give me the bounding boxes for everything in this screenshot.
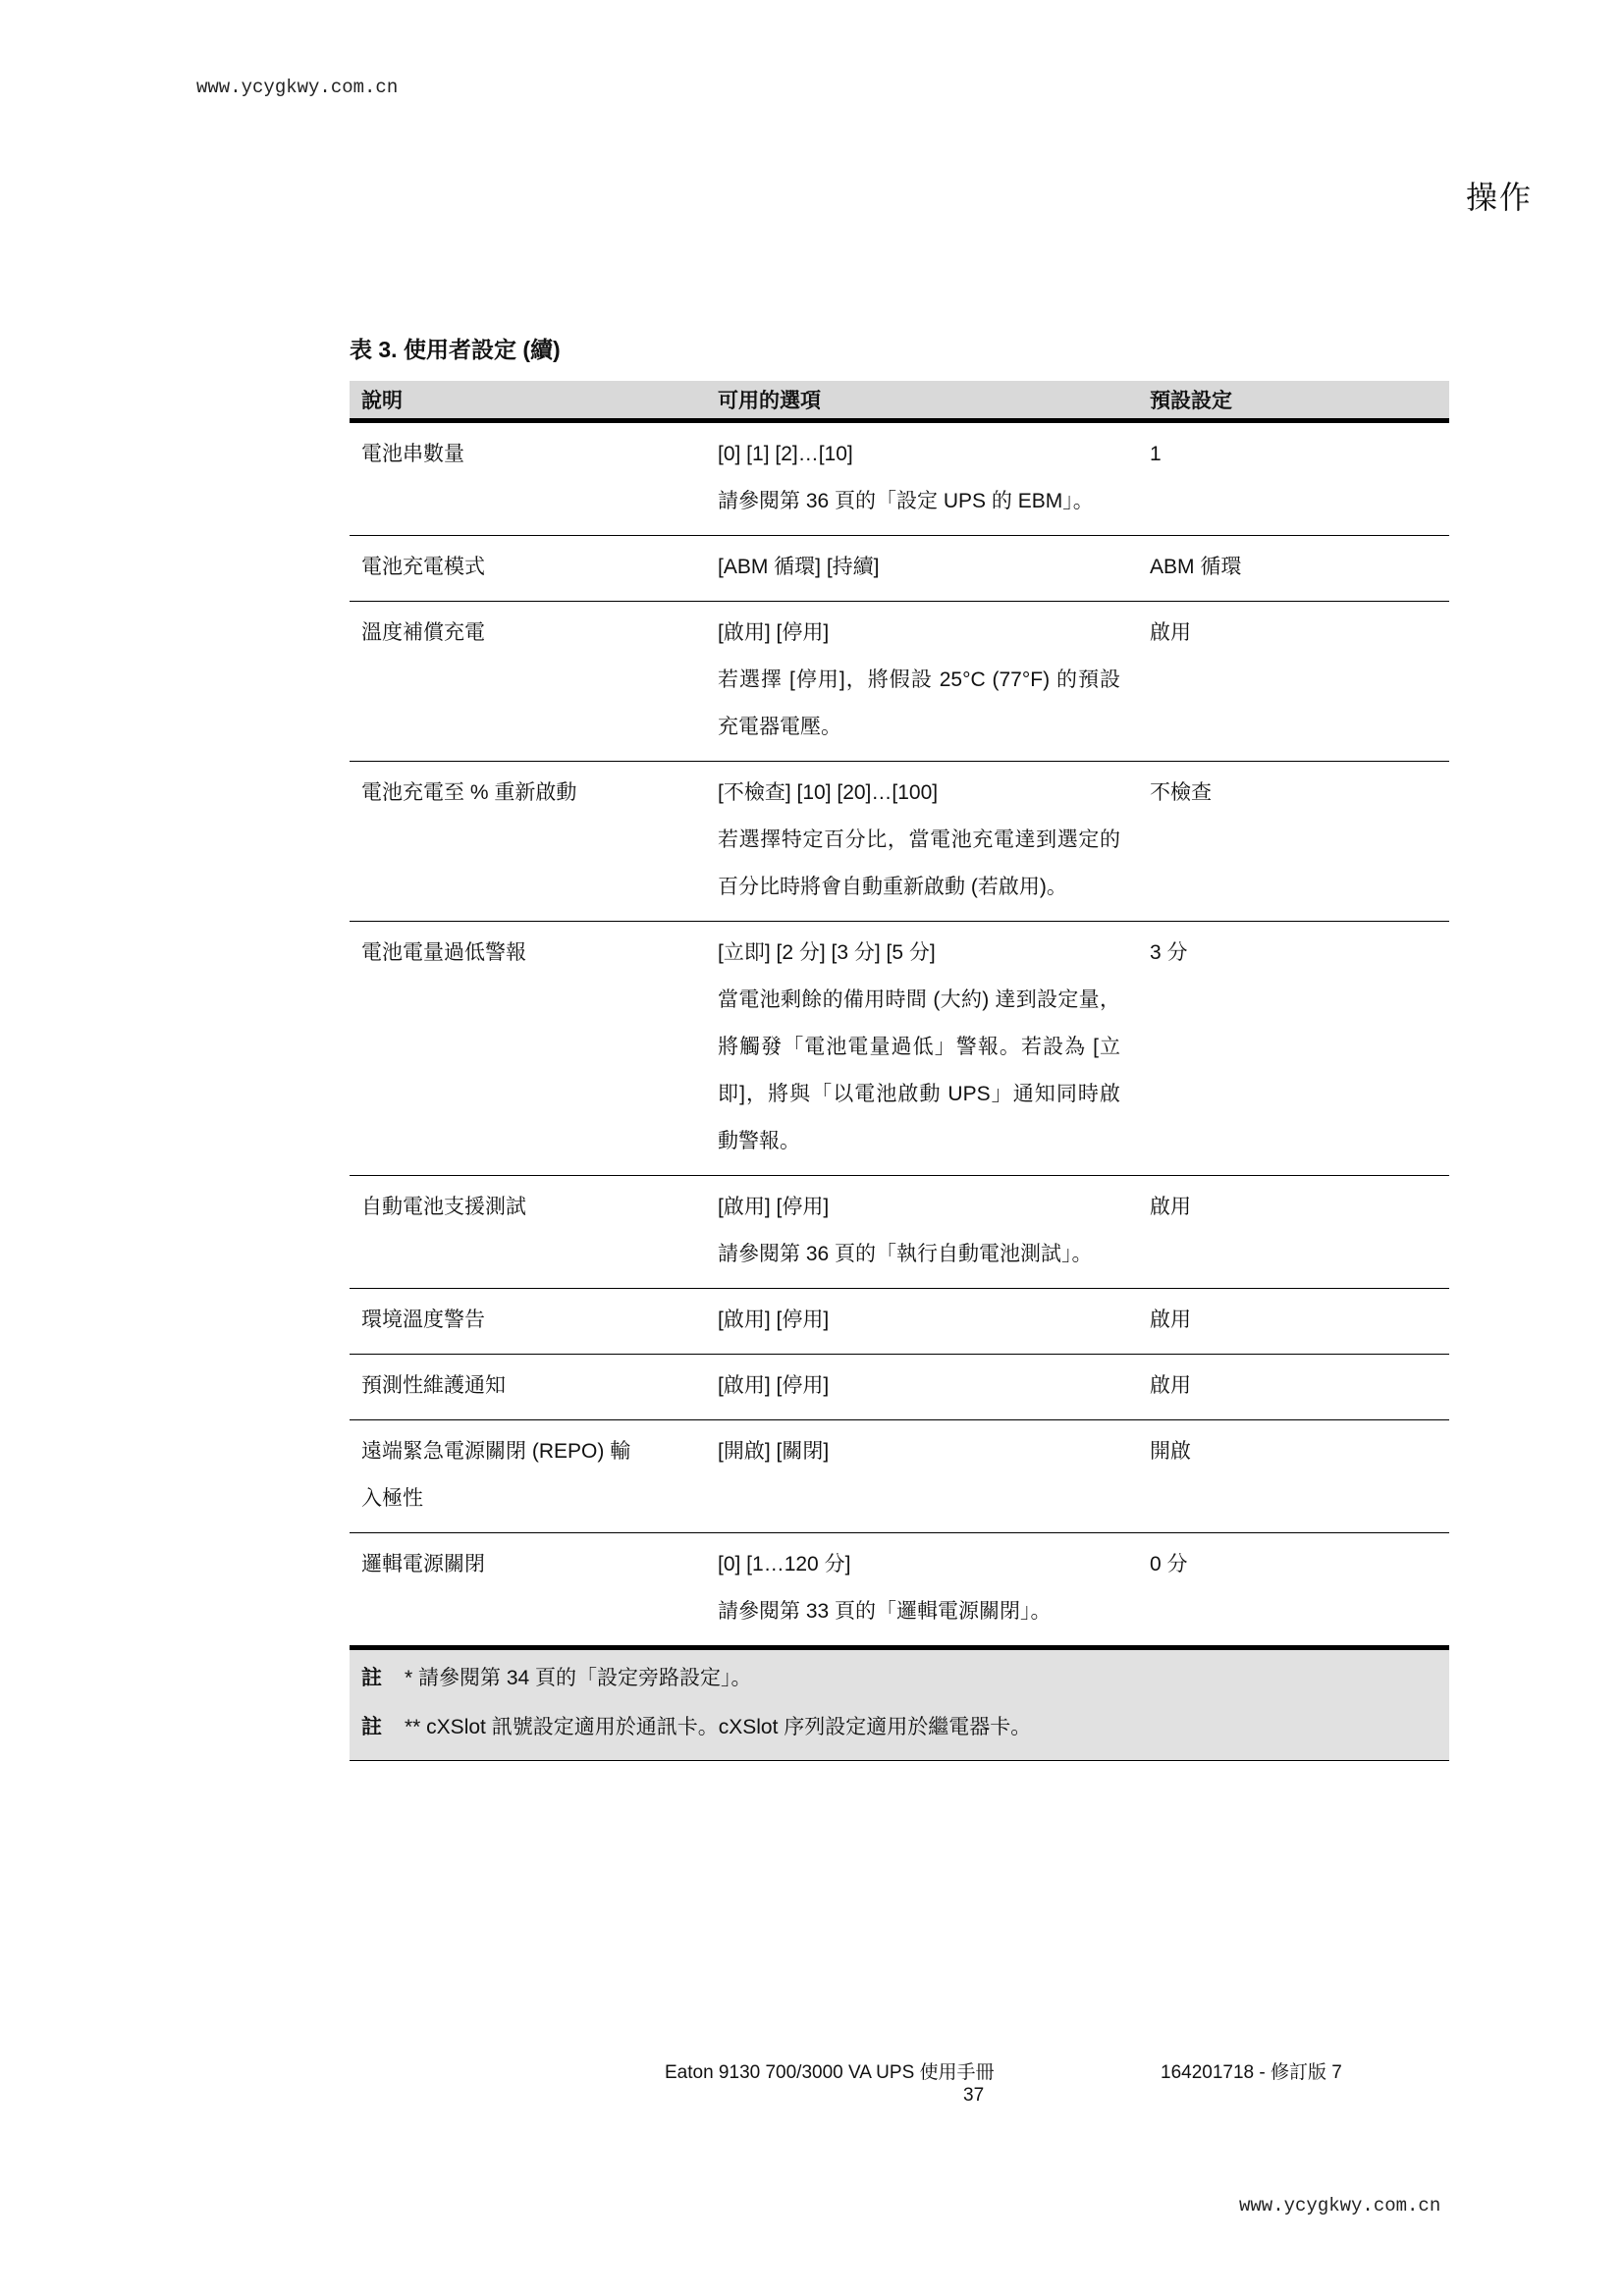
row-default: 0 分 <box>1150 1553 1188 1575</box>
table-note <box>361 1654 1449 1703</box>
row-description: 遠端緊急電源關閉 (REPO) 輸入極性 <box>361 1440 631 1510</box>
row-description: 電池串數量 <box>361 443 464 465</box>
note-label: 註 <box>361 1716 382 1738</box>
table-notes <box>350 1645 1449 1761</box>
table-row <box>350 1176 1449 1289</box>
row-description: 溫度補償充電 <box>361 621 485 644</box>
option-values: [ABM 循環] [持續] <box>718 556 880 578</box>
option-values: [啟用] [停用] <box>718 621 830 644</box>
row-options <box>706 602 1138 761</box>
row-default: 不檢查 <box>1150 781 1212 804</box>
option-note: 請參閱第 33 頁的「邏輯電源關閉」。 <box>718 1600 1052 1623</box>
option-note: 若選擇特定百分比，當電池充電達到選定的百分比時將會自動重新啟動 (若啟用)。 <box>718 828 1120 898</box>
row-description: 電池充電至 % 重新啟動 <box>361 781 577 804</box>
header-options: 可用的選項 <box>718 390 821 412</box>
header-default: 預設設定 <box>1150 390 1232 412</box>
footer-doc-number: 164201718 - 修訂版 7 <box>1161 2062 1342 2083</box>
row-default: ABM 循環 <box>1150 556 1242 578</box>
row-options <box>706 922 1138 1175</box>
note-text: ** cXSlot 訊號設定適用於通訊卡。cXSlot 序列設定適用於繼電器卡。 <box>405 1716 1032 1738</box>
option-note: 請參閱第 36 頁的「執行自動電池測試」。 <box>718 1243 1093 1265</box>
option-values: [立即] [2 分] [3 分] [5 分] <box>718 941 936 964</box>
table-header <box>350 381 1449 423</box>
table-row <box>350 922 1449 1176</box>
table-row <box>350 536 1449 602</box>
table-row <box>350 762 1449 922</box>
footer-manual-title: Eaton 9130 700/3000 VA UPS 使用手冊 <box>665 2062 995 2083</box>
row-options <box>706 1533 1138 1645</box>
table-note <box>361 1703 1449 1752</box>
note-label: 註 <box>361 1667 382 1689</box>
row-default: 1 <box>1150 443 1162 465</box>
option-values: [啟用] [停用] <box>718 1196 830 1218</box>
table-row <box>350 1420 1449 1533</box>
option-values: [啟用] [停用] <box>718 1374 830 1397</box>
option-values: [不檢查] [10] [20]…[100] <box>718 781 939 804</box>
row-description: 自動電池支援測試 <box>361 1196 526 1218</box>
watermark-bottom: www.ycygkwy.com.cn <box>1239 2195 1441 2216</box>
row-description: 電池充電模式 <box>361 556 485 578</box>
table-row <box>350 1355 1449 1420</box>
row-default: 啟用 <box>1150 621 1191 644</box>
row-options <box>706 1289 1138 1354</box>
option-values: [0] [1…120 分] <box>718 1553 851 1575</box>
row-options <box>706 1176 1138 1288</box>
row-options <box>706 536 1138 601</box>
table-row <box>350 423 1449 536</box>
row-default: 啟用 <box>1150 1196 1191 1218</box>
row-description: 邏輯電源關閉 <box>361 1553 485 1575</box>
table-row <box>350 1289 1449 1355</box>
option-note: 請參閱第 36 頁的「設定 UPS 的 EBM」。 <box>718 490 1094 512</box>
option-values: [開啟] [關閉] <box>718 1440 830 1463</box>
table-row <box>350 1533 1449 1645</box>
note-text: * 請參閱第 34 頁的「設定旁路設定」。 <box>405 1667 752 1689</box>
row-default: 3 分 <box>1150 941 1188 964</box>
option-values: [0] [1] [2]…[10] <box>718 443 853 465</box>
row-options <box>706 423 1138 535</box>
page-number: 37 <box>963 2085 985 2106</box>
row-default: 啟用 <box>1150 1308 1191 1331</box>
option-note: 當電池剩餘的備用時間 (大約) 達到設定量，將觸發「電池電量過低」警報。若設為 [立即]，將與「以電池啟動 UPS」通知同時啟動警報。 <box>718 988 1120 1152</box>
option-note: 若選擇 [停用]，將假設 25°C (77°F) 的預設充電器電壓。 <box>718 668 1120 738</box>
watermark-top: www.ycygkwy.com.cn <box>196 77 399 98</box>
section-title: 操作 <box>1465 180 1533 215</box>
row-default: 開啟 <box>1150 1440 1191 1463</box>
row-description: 環境溫度警告 <box>361 1308 485 1331</box>
row-description: 電池電量過低警報 <box>361 941 526 964</box>
row-default: 啟用 <box>1150 1374 1191 1397</box>
settings-table <box>350 381 1449 1761</box>
row-description: 預測性維護通知 <box>361 1374 506 1397</box>
option-values: [啟用] [停用] <box>718 1308 830 1331</box>
row-options <box>706 762 1138 921</box>
header-description: 說明 <box>361 390 403 412</box>
row-options <box>706 1420 1138 1532</box>
row-options <box>706 1355 1138 1419</box>
table-row <box>350 602 1449 762</box>
table-caption: 表 3. 使用者設定 (續) <box>350 337 561 362</box>
